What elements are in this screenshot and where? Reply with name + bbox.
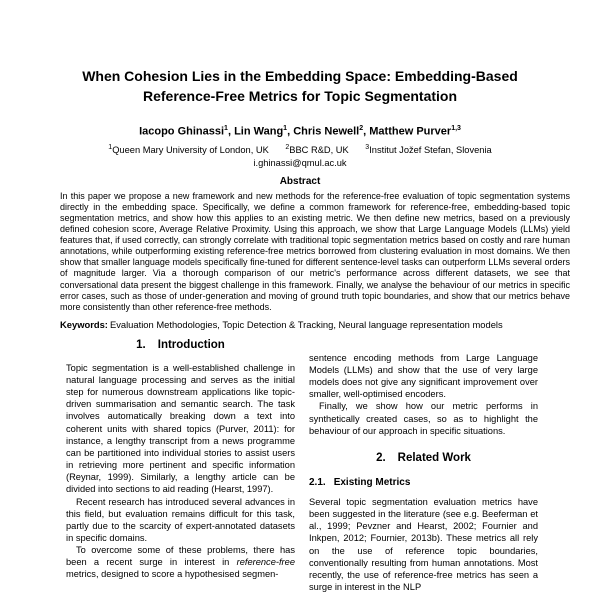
paper-title — [55, 66, 545, 106]
intro-paragraph-3 — [66, 544, 295, 580]
abstract-body: In this paper we propose a new framework and new methods for the reference-free evaluation of topic segmentation systems directly in the embedding space. Specifically, we define a common framework for reference-free, embedding-based topic segmentation metrics, and show how this applies to an existing metric. We then define new metrics, based on a previously defined cohesion score, Average Relative Proximity. Using this approach, we show that Large Language Models (LLMs) yield features that, if used correctly, can strongly correlate with traditional topic segmentation metrics based on costly and rare human annotations, while outperforming existing reference-free metrics borrowed from clustering evaluation in most domains. We then show that smaller language models specifically fine-tuned for different sentence-level tasks can outperform LLMs several orders of magnitude larger. Via a thorough comparison of our metric's performance across different datasets, we see that conversational data present the biggest challenge in this framework. Finally, we analyse the behaviour of our metrics in specific error cases, such as those of under-generation and moving of ground truth topic boundaries, and show that our metrics behave more consistently than other reference-free methods. — [60, 190, 570, 312]
author-list — [0, 122, 600, 139]
section-heading-introduction — [66, 338, 295, 353]
affiliation — [108, 142, 268, 156]
subsection-number: 2.1. — [309, 476, 326, 488]
section-title: Related Work — [397, 451, 471, 464]
author-separator: , — [287, 125, 294, 138]
paper-title-line2: Reference-Free Metrics for Topic Segmentation — [142, 88, 458, 104]
keywords-text: Evaluation Methodologies, Topic Detection & Tracking, Neural language representation models — [109, 318, 503, 330]
two-column-body — [66, 336, 538, 593]
affiliation-marker: 3 — [365, 143, 370, 151]
intro-paragraph-3-pre: To overcome some of these problems, there has been a recent surge in interest in — [66, 545, 295, 568]
affiliation-text: BBC R&D, UK — [289, 144, 349, 155]
affiliation-marker: 1 — [108, 143, 113, 151]
abstract-heading: Abstract — [279, 175, 321, 187]
related-work-paragraph-1: Several topic segmentation evaluation metrics have been suggested in the literature (see e.g. Beeferman et al., 1999; Pevzner and Hearst, 2002; Fournier and Inkpen, 2012; Fournier, 2013b). These metrics all rely on the use of reference topic boundaries, conventionally resulting from human annotations. Most recently, the use of reference-free metrics has seen a surge in interest in the NLP — [309, 496, 538, 592]
intro-paragraph-3-italic-term: reference-free — [236, 557, 295, 568]
author-affil-marker: 2 — [359, 125, 364, 132]
right-paragraph-1: sentence encoding methods from Large Language Models (LLMs) and show that the use of very large models does not give any significant improvement over smaller, well-optimised encoders. — [309, 352, 538, 400]
left-column — [66, 336, 295, 593]
subsection-title: Existing Metrics — [333, 476, 411, 488]
affiliation — [285, 142, 348, 156]
intro-paragraph-3-post: metrics, designed to score a hypothesised segmen- — [66, 569, 279, 580]
affiliation — [365, 142, 491, 156]
author-name: Iacopo Ghinassi — [139, 125, 225, 138]
paper-title-line1: When Cohesion Lies in the Embedding Space: Embedding-Based — [82, 68, 518, 84]
keywords-label: Keywords: — [60, 318, 108, 330]
affiliation-marker: 2 — [285, 143, 290, 151]
intro-paragraph-1: Topic segmentation is a well-established challenge in natural language processing and serves as the initial step for numerous downstream applications like topic-driven summarisation and semantic search. The task involves automatically breaking down a text into coherent units with shared topics (Purver, 2011): for instance, a lengthy transcript from a news programme can be partitioned into individual stories to assist users in retrieving more pertinent and specific information (Reynar, 1999). Similarly, a lengthy article can be divided into sections to aid reading (Hearst, 1997). — [66, 362, 295, 495]
section-number: 2. — [376, 451, 386, 464]
section-heading-related-work — [309, 451, 538, 466]
section-number: 1. — [136, 338, 146, 351]
intro-paragraph-2: Recent research has introduced several advances in this field, but evaluation remains difficult for this task, partly due to the scarcity of expert-annotated datasets in specific domains. — [66, 496, 295, 543]
subsection-heading-existing-metrics — [309, 476, 538, 489]
keywords-line — [60, 319, 570, 330]
right-paragraph-2: Finally, we show how our metric performs in synthetically created cases, so as to highlight the behaviour of our approach in specific situations. — [309, 401, 538, 436]
right-column — [309, 336, 538, 593]
affiliation-text: Queen Mary University of London, UK — [112, 144, 269, 155]
author-separator: , — [227, 125, 235, 138]
author-name: Chris Newell — [293, 125, 360, 138]
section-title: Introduction — [157, 338, 225, 351]
author-name: Lin Wang — [234, 125, 284, 138]
author-affil-marker: 1 — [224, 125, 228, 132]
contact-email: i.ghinassi@qmul.ac.uk — [253, 157, 347, 168]
author-affil-marker: 1,3 — [451, 125, 461, 132]
author-affil-marker: 1 — [283, 125, 288, 132]
author-separator: , — [363, 125, 370, 138]
author-name: Matthew Purver — [369, 125, 452, 138]
affiliation-list — [0, 142, 600, 156]
affiliation-text: Institut Jožef Stefan, Slovenia — [369, 144, 492, 155]
